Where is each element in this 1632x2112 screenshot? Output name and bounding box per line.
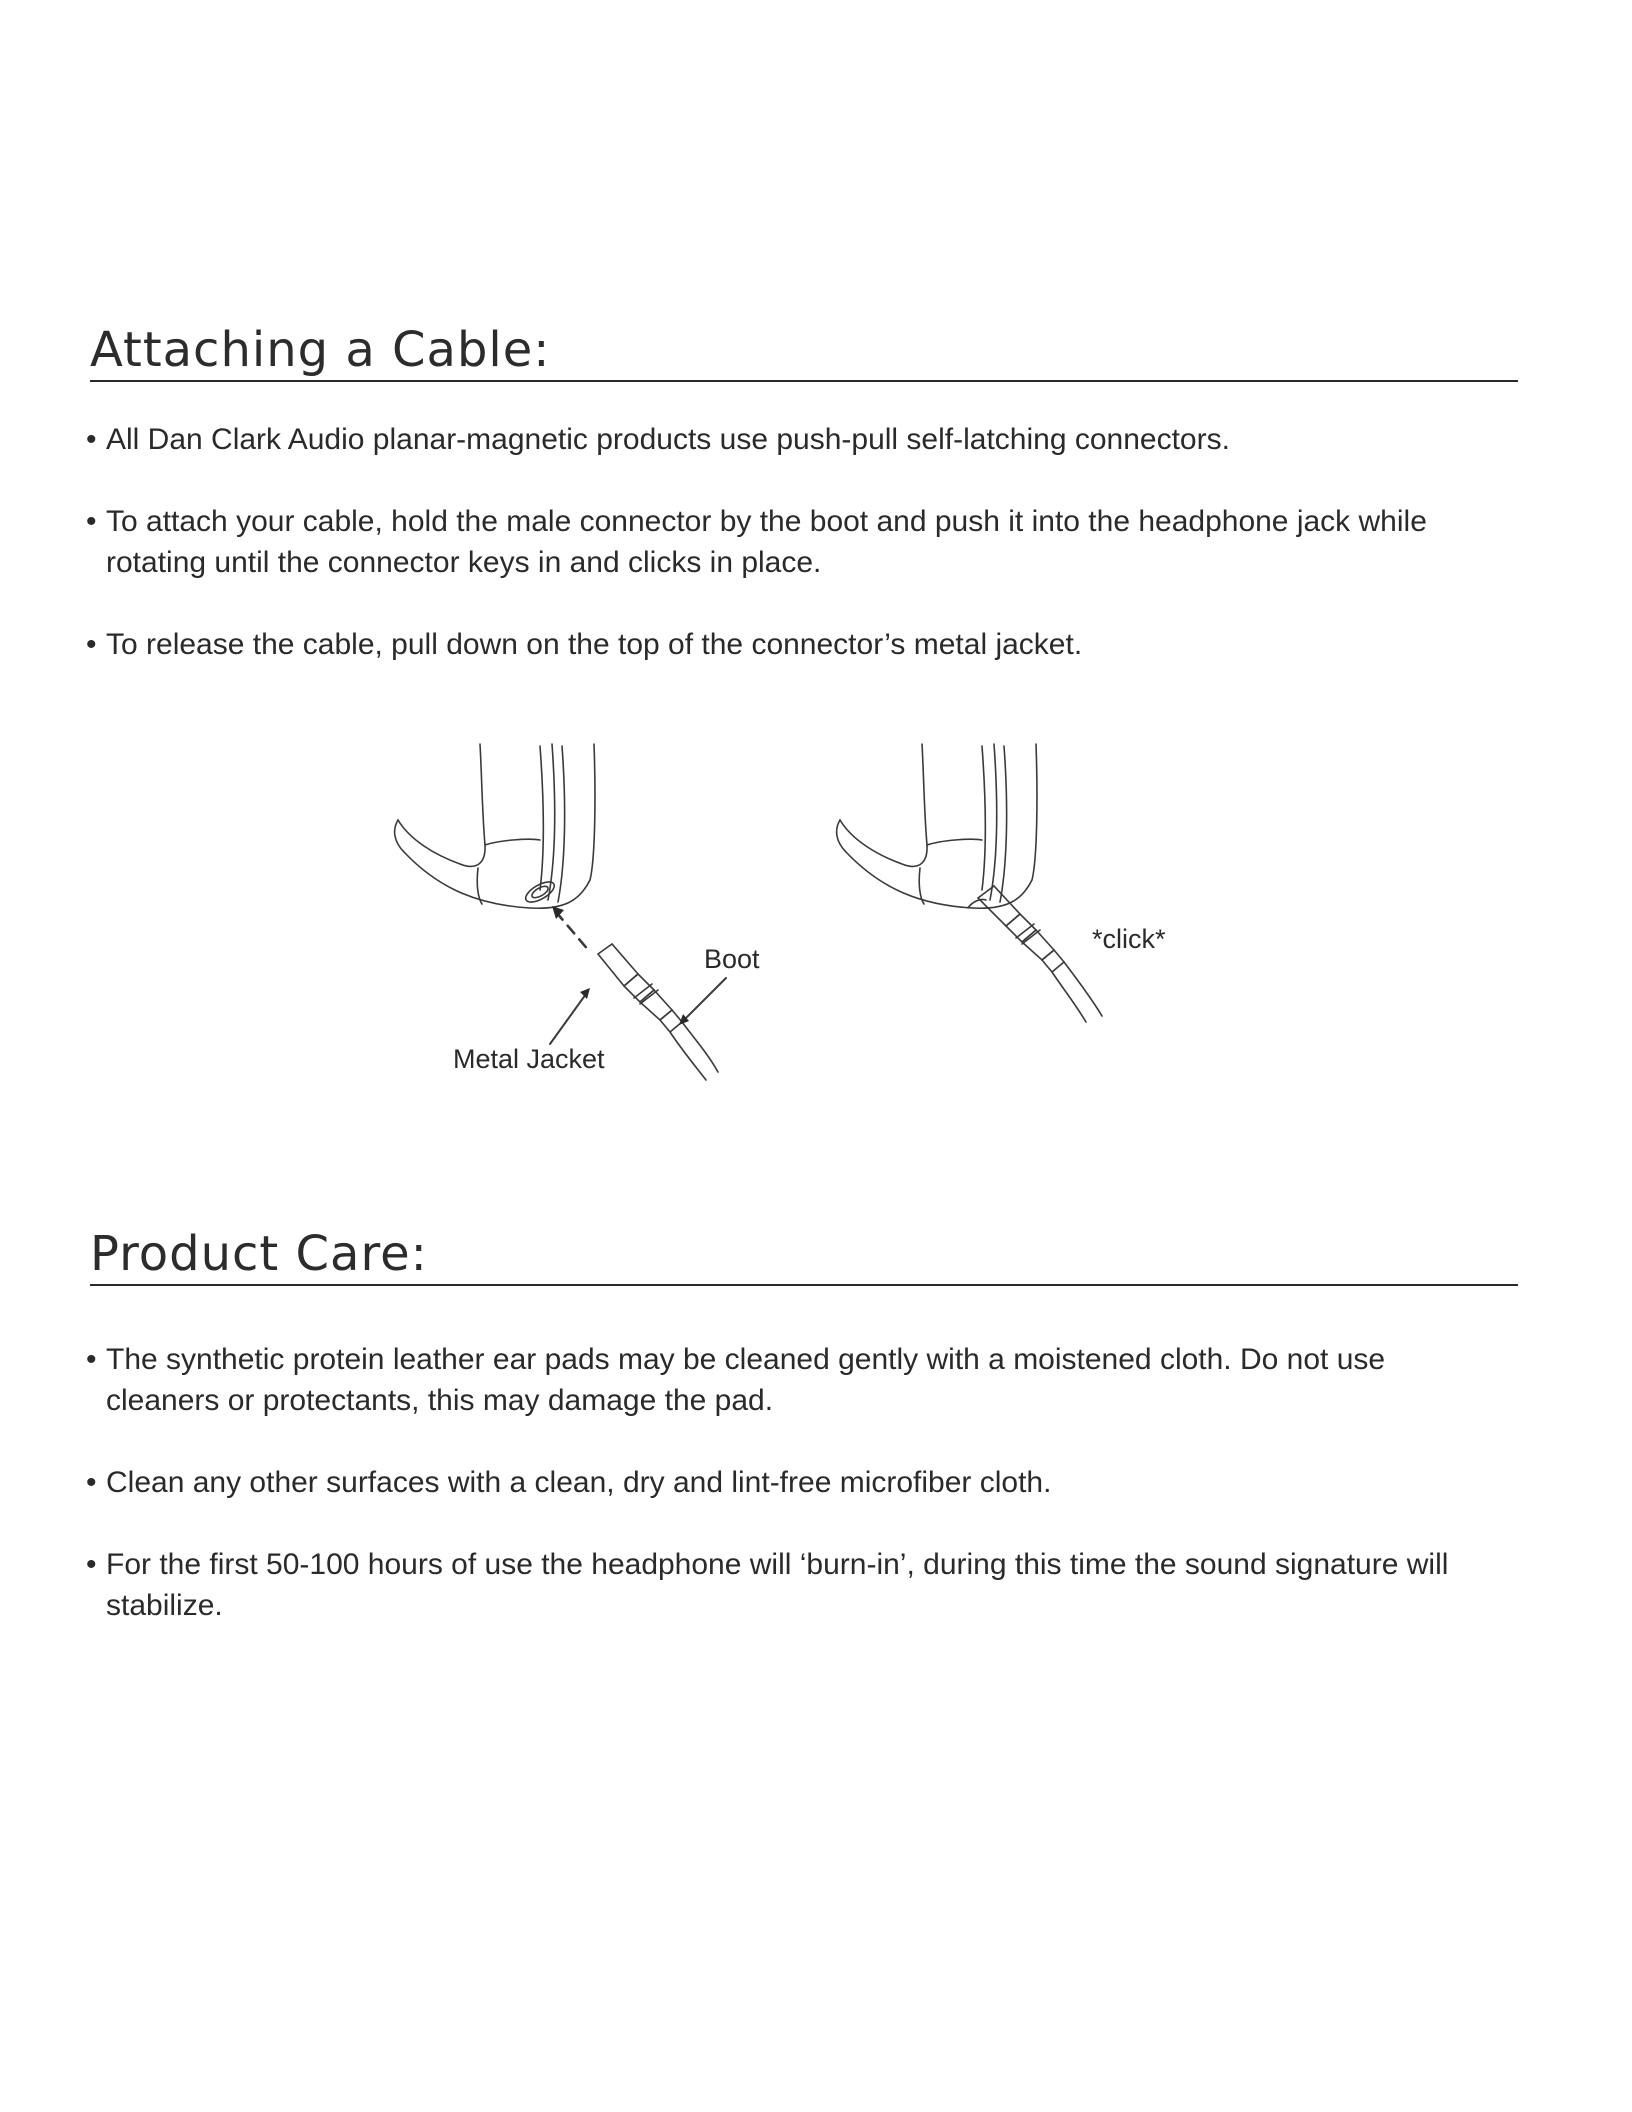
cable-attached-illustration — [830, 740, 1190, 1100]
list-item — [86, 1462, 1506, 1503]
click-label: *click* — [1092, 924, 1166, 954]
section-heading-product-care: Product Care: — [90, 1226, 1518, 1286]
cable-instructions-list — [86, 419, 1506, 706]
list-item — [86, 501, 1506, 583]
list-item-text: The synthetic protein leather ear pads may be cleaned gently with a moistened cloth. Do not use cleaners or protectants, this may damage the pad. — [106, 1343, 1386, 1417]
list-item-text: All Dan Clark Audio planar-magnetic products use push-pull self-latching connectors. — [106, 423, 1230, 456]
list-item — [86, 1544, 1506, 1626]
bullet-icon: • — [86, 628, 97, 661]
list-item-text: To release the cable, pull down on the top of the connector’s metal jacket. — [106, 628, 1083, 661]
bullet-icon: • — [86, 423, 97, 456]
bullet-icon: • — [86, 1548, 97, 1581]
list-item-text: To attach your cable, hold the male connector by the boot and push it into the headphone jack while rotating until the connector keys in and clicks in place. — [106, 505, 1427, 579]
boot-label: Boot — [704, 944, 760, 974]
list-item-text: For the first 50-100 hours of use the headphone will ‘burn-in’, during this time the sound signature will stabilize. — [106, 1548, 1449, 1622]
bullet-icon: • — [86, 505, 97, 538]
list-item — [86, 1339, 1506, 1421]
cable-detached-illustration — [390, 740, 730, 1085]
list-item — [86, 624, 1506, 665]
care-instructions-list — [86, 1339, 1506, 1667]
bullet-icon: • — [86, 1466, 97, 1499]
list-item — [86, 419, 1506, 460]
bullet-icon: • — [86, 1343, 97, 1376]
metal-jacket-label: Metal Jacket — [453, 1044, 605, 1074]
section-heading-attaching-cable: Attaching a Cable: — [90, 322, 1518, 382]
list-item-text: Clean any other surfaces with a clean, dry and lint-free microfiber cloth. — [106, 1466, 1052, 1499]
